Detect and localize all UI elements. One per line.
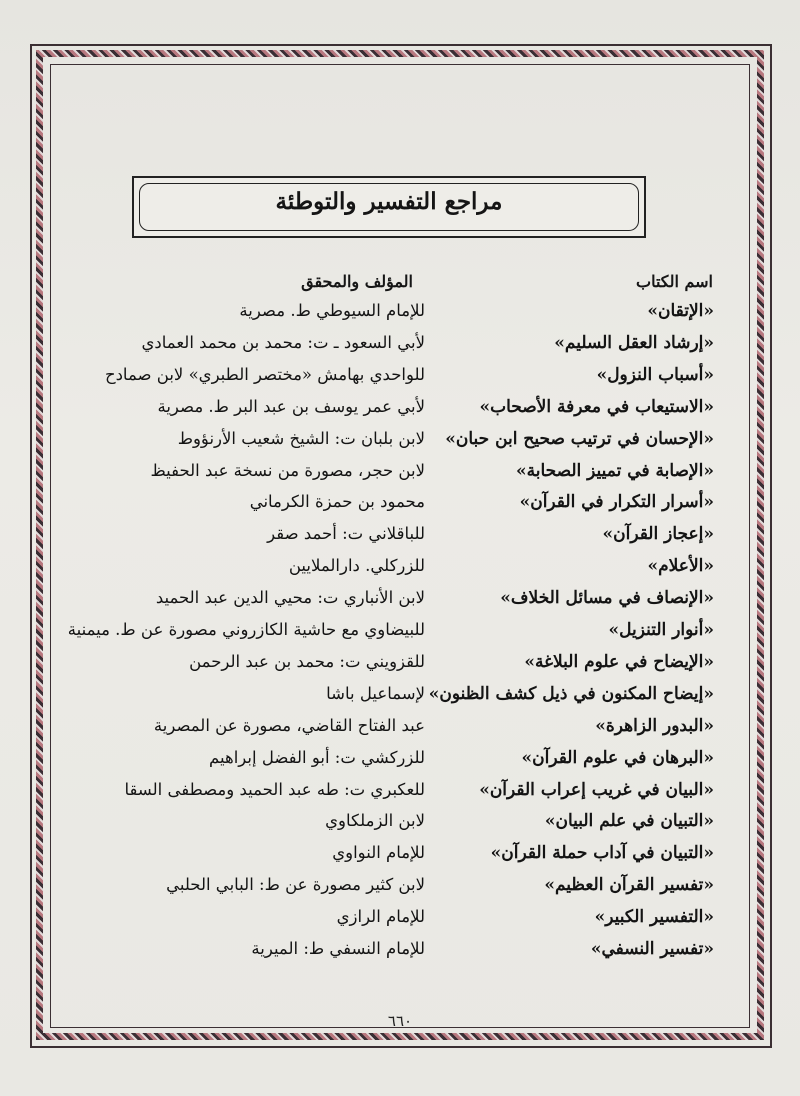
book-author: للقزويني ت: محمد بن عبد الرحمن [189, 651, 425, 671]
book-title: «البدور الزاهرة» [595, 715, 714, 736]
book-author: لابن بلبان ت: الشيخ شعيب الأرنؤوط [177, 428, 425, 448]
reference-row [0, 620, 800, 652]
book-title: «الإتقان» [647, 301, 714, 321]
book-title: «أسرار التكرار في القرآن» [519, 492, 714, 513]
book-title: «التبيان في علم البيان» [544, 811, 714, 832]
book-author: للإمام السيوطي ط. مصرية [239, 301, 425, 320]
reference-row [0, 301, 800, 333]
reference-row [0, 652, 800, 684]
book-author: للباقلاني ت: أحمد صقر [267, 524, 425, 544]
reference-row [0, 907, 800, 939]
reference-row [0, 875, 800, 907]
reference-row [0, 333, 800, 365]
book-title: «الإصابة في تمييز الصحابة» [515, 460, 714, 481]
book-title: «البيان في غريب إعراب القرآن» [479, 779, 714, 800]
book-author: لأبي عمر يوسف بن عبد البر ط. مصرية [157, 396, 425, 416]
book-title: «أنوار التنزيل» [608, 620, 714, 640]
book-title: «تفسير النسفي» [590, 939, 714, 959]
reference-row [0, 588, 800, 620]
book-author: عبد الفتاح القاضي، مصورة عن المصرية [153, 715, 425, 735]
book-author: للعكبري ت: طه عبد الحميد ومصطفى السقا [124, 779, 425, 799]
reference-row [0, 365, 800, 397]
reference-row [0, 684, 800, 716]
reference-row [0, 429, 800, 461]
reference-row [0, 397, 800, 429]
book-author: لإسماعيل باشا [326, 683, 425, 703]
book-title: «التفسير الكبير» [594, 907, 714, 928]
book-author: للإمام الرازي [336, 907, 425, 927]
book-author: للزركلي. دارالملايين [288, 556, 425, 576]
book-author: محمود بن حمزة الكرماني [249, 492, 425, 512]
book-author: للإمام النسفي ط: الميرية [251, 939, 425, 958]
book-title: «البرهان في علوم القرآن» [521, 747, 714, 768]
reference-row [0, 556, 800, 588]
book-title: «أسباب النزول» [596, 364, 714, 385]
heading-frame [132, 176, 646, 238]
book-title: «الإيضاح في علوم البلاغة» [524, 651, 714, 672]
book-author: للواحدي بهامش «مختصر الطبري» لابن صمادح [104, 364, 425, 384]
book-title: «تفسير القرآن العظيم» [544, 875, 714, 896]
reference-row [0, 780, 800, 812]
column-header-author: المؤلف والمحقق [301, 272, 413, 291]
reference-row [0, 843, 800, 875]
book-title: «إيضاح المكنون في ذيل كشف الظنون» [428, 683, 714, 704]
reference-row [0, 939, 800, 971]
book-author: لابن الزملكاوي [325, 811, 425, 831]
book-author: للإمام النواوي [332, 843, 425, 863]
book-author: للبيضاوي مع حاشية الكازروني مصورة عن ط. ميمنية [67, 620, 425, 639]
book-title: «الإنصاف في مسائل الخلاف» [500, 588, 714, 609]
column-header-book-title: اسم الكتاب [636, 272, 713, 291]
book-title: «الأعلام» [647, 556, 714, 577]
reference-row [0, 461, 800, 493]
book-author: لابن حجر، مصورة من نسخة عبد الحفيظ [150, 460, 425, 480]
book-title: «الاستيعاب في معرفة الأصحاب» [479, 396, 714, 417]
book-title: «إعجاز القرآن» [602, 524, 714, 545]
book-title: «التبيان في آداب حملة القرآن» [490, 843, 714, 864]
reference-row [0, 524, 800, 556]
page-number: ٦٦٠ [387, 1012, 413, 1030]
reference-row [0, 492, 800, 524]
page-heading: مراجع التفسير والتوطئة [275, 188, 503, 215]
reference-row [0, 811, 800, 843]
book-author: لأبي السعود ـ ت: محمد بن محمد العمادي [141, 332, 425, 352]
book-title: «إرشاد العقل السليم» [554, 332, 714, 353]
reference-row [0, 748, 800, 780]
book-author: لابن الأنباري ت: محيي الدين عبد الحميد [155, 588, 425, 608]
book-author: للزركشي ت: أبو الفضل إبراهيم [209, 747, 425, 767]
book-author: لابن كثير مصورة عن ط: البابي الحلبي [166, 875, 425, 895]
reference-row [0, 716, 800, 748]
book-title: «الإحسان في ترتيب صحيح ابن حبان» [445, 428, 714, 449]
